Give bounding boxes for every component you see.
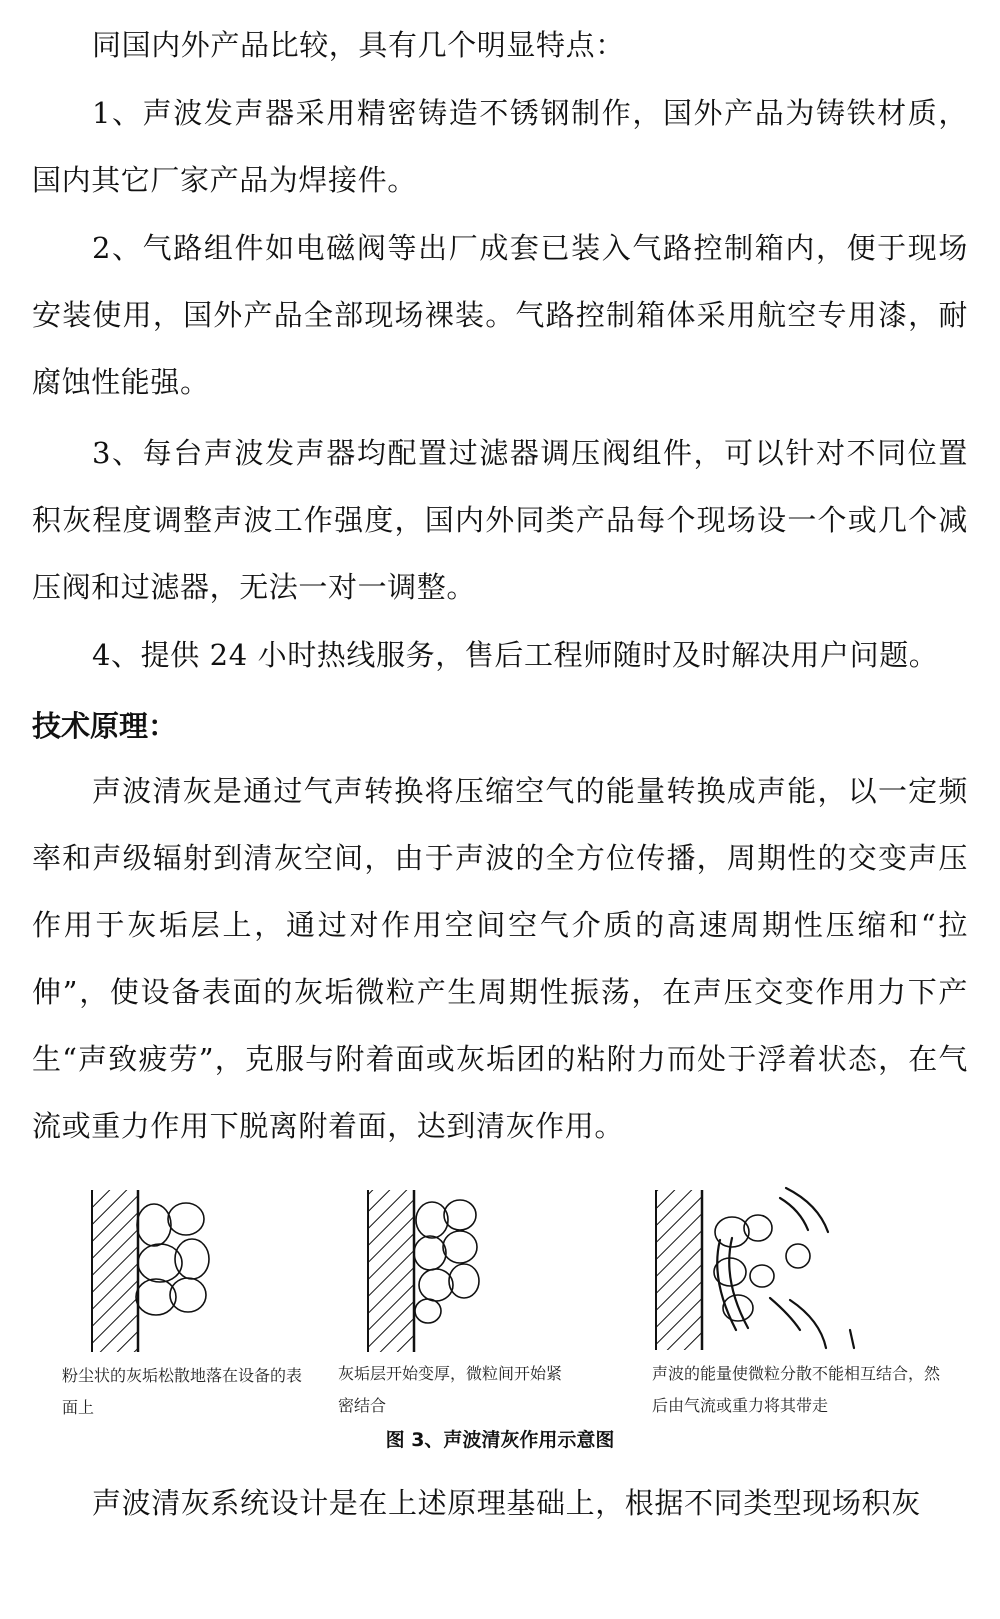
figure-caption-1: 粉尘状的灰垢松散地落在设备的表面上 bbox=[62, 1366, 303, 1417]
feature-4-paragraph: 4、提供 24 小时热线服务，售后工程师随时及时解决用户问题。 bbox=[92, 638, 939, 672]
figure-caption-2: 灰垢层开始变厚，微粒间开始紧密结合 bbox=[338, 1364, 563, 1415]
figure-panel-loose-dust bbox=[80, 1185, 240, 1355]
intro-paragraph: 同国内外产品比较，具有几个明显特点： bbox=[92, 28, 625, 62]
feature-3-paragraph: 3、每台声波发声器均配置过滤器调压阀组件，可以针对不同位置积灰程度调整声波工作强度，国内外同类产品每个现场设一个或几个减压阀和过滤器，无法一对一调整。 bbox=[32, 436, 968, 604]
figure-caption-3: 声波的能量使微粒分散不能相互结合，然后由气流或重力将其带走 bbox=[652, 1364, 941, 1415]
principle-paragraph: 声波清灰是通过气声转换将压缩空气的能量转换成声能，以一定频率和声级辐射到清灰空间，由于声波的全方位传播，周期性的交变声压作用于灰垢层上，通过对作用空间空气介质的高速周期性压缩和“拉伸”，使设备表面的灰垢微粒产生周期性振荡，在声压交变作用力下产生“声致疲劳”，克服与附着面或灰垢团的粘附力而处于浮着状态，在气流或重力作用下脱离附着面，达到清灰作用。 bbox=[32, 774, 968, 1143]
figure-panel-compacted-dust bbox=[360, 1185, 520, 1355]
closing-paragraph: 声波清灰系统设计是在上述原理基础上，根据不同类型现场积灰 bbox=[92, 1486, 921, 1520]
feature-2-paragraph: 2、气路组件如电磁阀等出厂成套已装入气路控制箱内，便于现场安装使用，国外产品全部现场裸装。气路控制箱体采用航空专用漆，耐腐蚀性能强。 bbox=[32, 231, 968, 399]
figure-panel-sonic-dispersion bbox=[650, 1180, 870, 1355]
feature-1-paragraph: 1、声波发声器采用精密铸造不锈钢制作，国外产品为铸铁材质，国内其它厂家产品为焊接件。 bbox=[32, 96, 968, 197]
figure-title: 图 3、声波清灰作用示意图 bbox=[385, 1429, 615, 1451]
section-heading: 技术原理： bbox=[32, 709, 178, 743]
